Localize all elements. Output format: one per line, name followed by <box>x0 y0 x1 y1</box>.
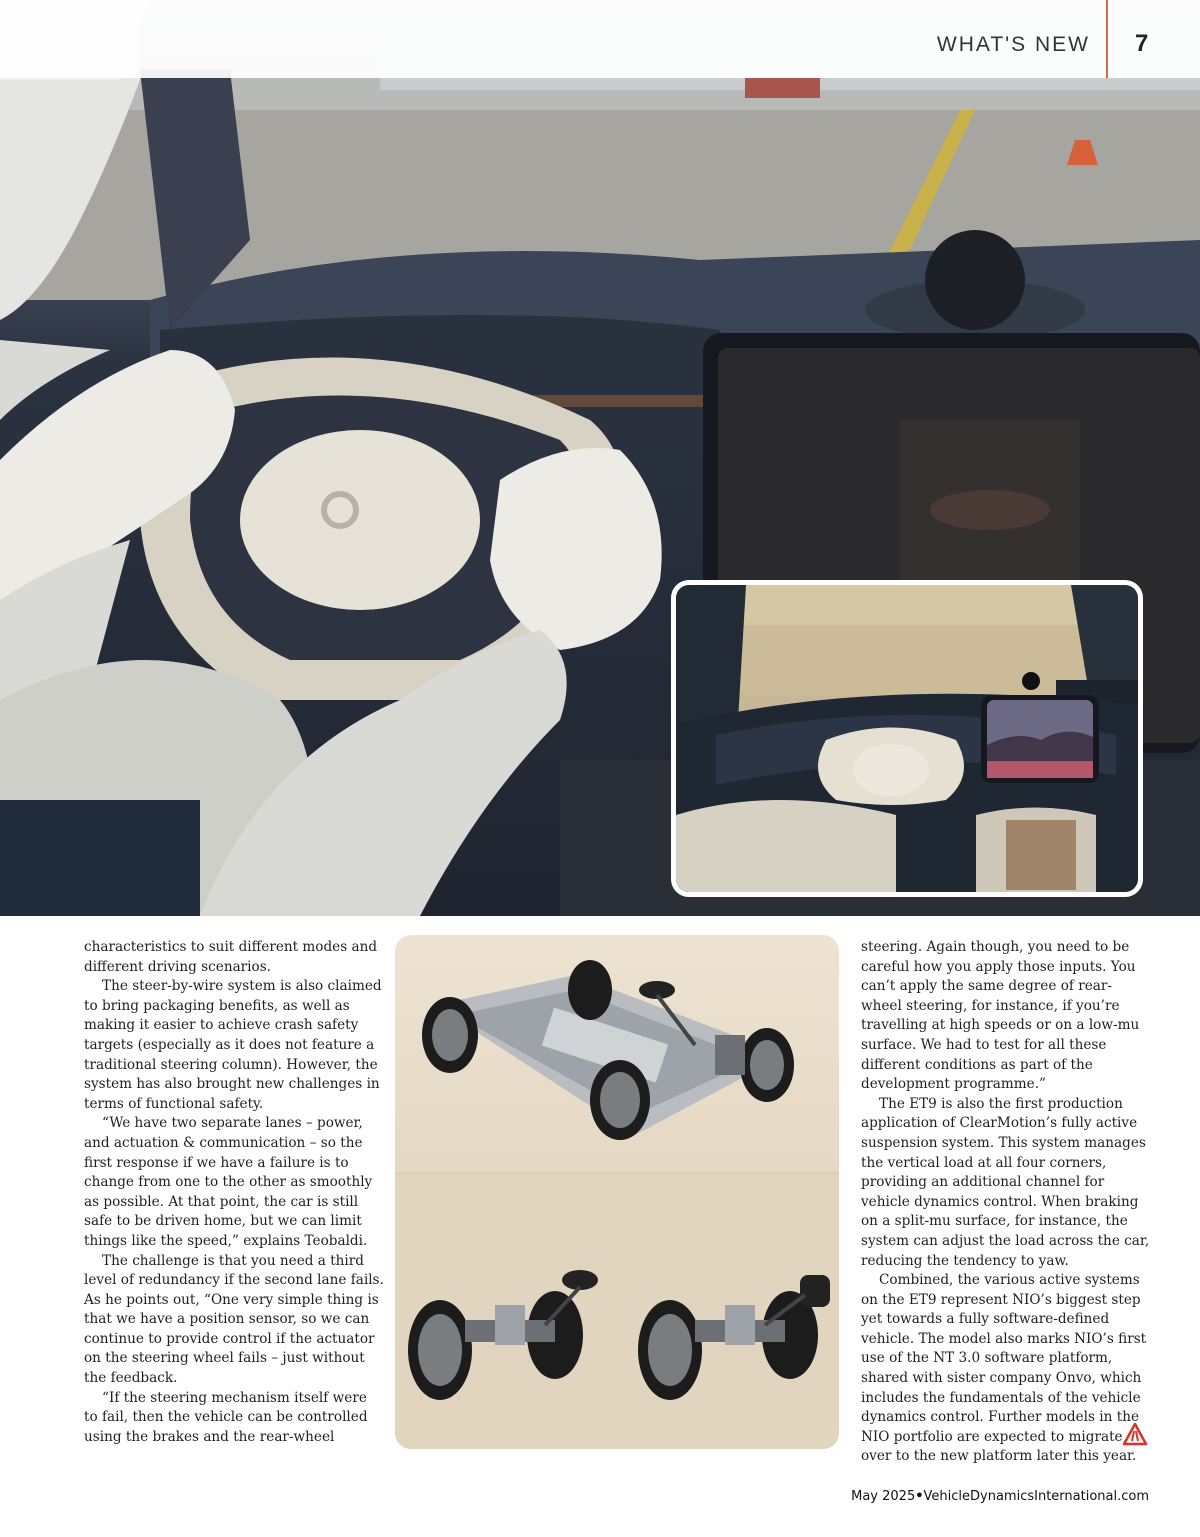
paragraph: “We have two separate lanes – power, and actuation & communication – so the first response if we have a failure is to change from one to the other as smoothly as possible. At that point, the car is still safe to be driven home, but we can limit things like the speed,” explains Teobaldi. <box>84 1115 373 1249</box>
paragraph: The steer-by-wire system is also claimed to bring packaging benefits, as well as making it easier to achieve crash safety targets (especially as it does not feature a traditional steering column). However, the system has also brought new challenges in terms of functional safety. <box>84 978 382 1112</box>
chassis-photo <box>395 935 839 1449</box>
article-left-column <box>84 938 384 1447</box>
paragraph: Combined, the various active systems on the ET9 represent NIO’s biggest step yet towards a fully software-defined vehicle. The model also marks NIO’s first use of the NT 3.0 software platform, shared with sister company Onvo, which includes the fundamentals of the vehicle dynamics control. Further models in the NIO portfolio are expected to migrate over to the new platform later this year. <box>861 1272 1147 1465</box>
paragraph: The ET9 is also the first production application of ClearMotion’s fully active suspension system. This system manages the vertical load at all four corners, providing an additional channel for vehicle dynamics control. When braking on a split-mu surface, for instance, the system can adjust the load across the car, reducing the tendency to yaw. <box>861 1095 1150 1269</box>
road-warning-icon <box>1122 1422 1148 1451</box>
article-right-column <box>861 938 1151 1467</box>
footer-date: May 2025 <box>851 1489 916 1504</box>
section-title: WHAT'S NEW <box>936 33 1090 56</box>
paragraph: The challenge is that you need a third level of redundancy if the second lane fails. As he points out, “One very simple thing is that we have a position sensor, so we can continue to provide control if the actuator on the steering wheel fails – just without the feedback. <box>84 1252 384 1387</box>
page-number: 7 <box>1135 30 1149 57</box>
header-divider <box>1106 0 1108 78</box>
paragraph: “If the steering mechanism itself were to fail, then the vehicle can be controlled using the brakes and the rear-wheel <box>84 1389 368 1445</box>
cabin-interior-illustration <box>676 585 1138 892</box>
paragraph: steering. Again though, you need to be careful how you apply those inputs. You can’t apply the same degree of rear-wheel steering, for instance, if you’re travelling at high speeds or on a low-mu surface. We had to test for all these different conditions as part of the development programme.” <box>861 939 1140 1093</box>
interior-inset-photo <box>671 580 1143 897</box>
page-footer <box>851 1489 1149 1504</box>
footer-separator: • <box>915 1489 924 1504</box>
skateboard-chassis-illustration <box>395 935 839 1449</box>
paragraph: characteristics to suit different modes and different driving scenarios. <box>84 939 378 975</box>
footer-site: VehicleDynamicsInternational.com <box>923 1489 1149 1504</box>
